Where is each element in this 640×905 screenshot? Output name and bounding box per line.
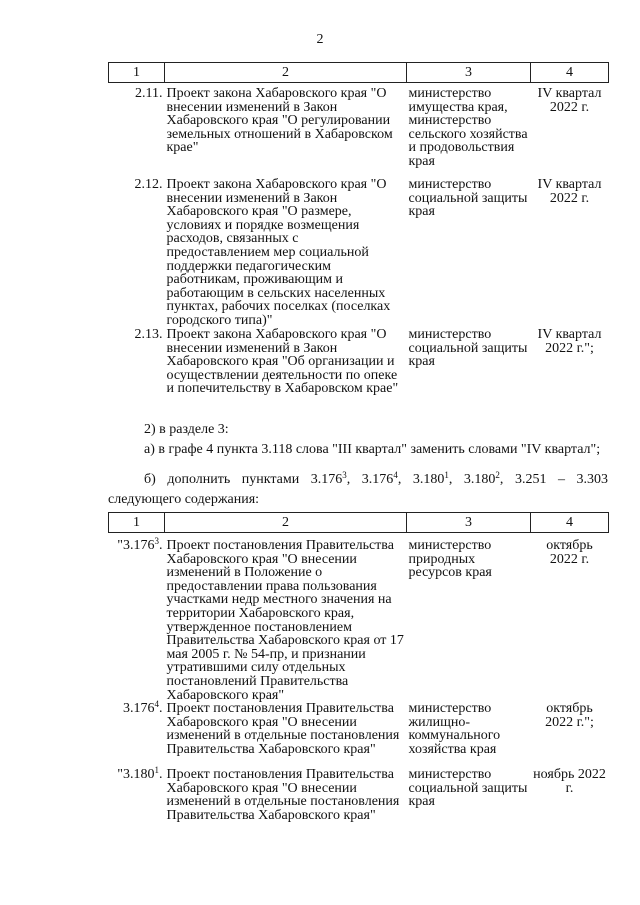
header-col-3: 3 [407,63,531,83]
table-row [109,702,609,768]
paragraph-item-b [108,470,608,510]
row-term: IV квартал 2022 г. [537,86,602,115]
row-term: октябрь 2022 г. [546,538,593,567]
paragraph-text: б) дополнить пунктами 3.176 [144,472,343,487]
plan-table-section-2 [108,62,609,408]
row-responsible: министерство природных ресурсов края [408,538,492,581]
row-title: Проект постановления Правительства Хабаровского края "О внесении изменений в отдельные постановления Правительства Хабаровского края" [166,767,400,823]
row-title: Проект закона Хабаровского края "О внесении изменений в Закон Хабаровского края "О регулировании земельных отношений в Хабаровском крае" [166,86,393,156]
row-responsible: министерство социальной защиты края [408,327,528,370]
table-row [109,178,609,328]
paragraph-section-3: 2) в разделе 3: [144,422,229,437]
header-col-4: 4 [531,513,609,533]
row-term: IV квартал 2022 г."; [537,327,602,356]
row-number-superscript: 1 [154,765,159,776]
table-row [109,328,609,408]
row-number-main: 3.176 [123,701,155,717]
row-number-dot: . [159,767,163,783]
paragraph-text: , 3.180 [448,472,496,487]
row-title: Проект постановления Правительства Хабаровского края "О внесении изменений в отдельные постановления Правительства Хабаровского края" [166,701,400,757]
row-number [109,765,165,838]
header-col-4: 4 [531,63,609,83]
row-number [109,699,165,768]
row-number-dot: . [159,701,163,717]
row-number-main: "3.180 [117,767,155,783]
plan-table-section-3 [108,512,609,838]
row-responsible: министерство социальной защиты края [408,177,528,220]
header-col-3: 3 [407,513,531,533]
superscript: 1 [444,470,449,480]
row-responsible: министерство социальной защиты края [408,767,528,810]
table-header-row [109,63,609,83]
row-number: 2.12. [134,177,163,192]
row-responsible: министерство имущества края, министерство сельского хозяйства и продовольствия края [408,86,528,169]
table-row [109,768,609,838]
row-responsible: министерство жилищно-коммунального хозяйства края [408,701,501,757]
superscript: 4 [393,470,398,480]
row-term: ноябрь 2022 г. [533,767,606,796]
paragraph-text: , 3.176 [346,472,394,487]
superscript: 2 [495,470,500,480]
row-title: Проект постановления Правительства Хабаровского края "О внесении изменений в Положение о предоставлении права пользования участками недр местного значения на территории Хабаровского края, утвержденное постановлением Правительства Хабаровского края от 17 мая 2005 г. № 54-пр, и признании утратившими силу отдельных постановлений Правительства Хабаровского края" [166,538,404,703]
row-number: 2.13. [134,327,163,342]
paragraph-text: , 3.180 [397,472,445,487]
row-number-superscript: 3 [154,536,159,546]
table-row [109,83,609,179]
page-number: 2 [316,32,324,47]
row-term: IV квартал 2022 г. [537,177,602,206]
row-number-dot: . [159,538,163,553]
row-number-superscript: 4 [154,699,159,710]
row-title: Проект закона Хабаровского края "О внесении изменений в Закон Хабаровского края "Об организации и осуществлении деятельности по опеке и попечительству в Хабаровском крае" [166,327,399,397]
row-number: 2.11. [135,86,163,101]
row-title: Проект закона Хабаровского края "О внесении изменений в Закон Хабаровского края "О размере, условиях и порядке возмещения расходов, связанных с предоставлением мер социальной поддержки педагогическим работникам, проживающим и работающим в сельских населенных пунктах, рабочих поселках (поселках городского типа)" [166,177,391,328]
header-col-2: 2 [165,513,407,533]
header-col-1: 1 [109,513,165,533]
table-row [109,533,609,703]
header-col-1: 1 [109,63,165,83]
row-number [109,533,165,703]
superscript: 3 [342,470,347,480]
paragraph-text: , 3.251 – 3.303 следующего содержания: [108,472,609,507]
paragraph-item-a: а) в графе 4 пункта 3.118 слова "III квартал" заменить словами "IV квартал"; [144,442,601,457]
row-number-main: "3.176 [117,538,155,553]
table-header-row [109,513,609,533]
row-term: октябрь 2022 г."; [545,701,594,730]
header-col-2: 2 [165,63,407,83]
